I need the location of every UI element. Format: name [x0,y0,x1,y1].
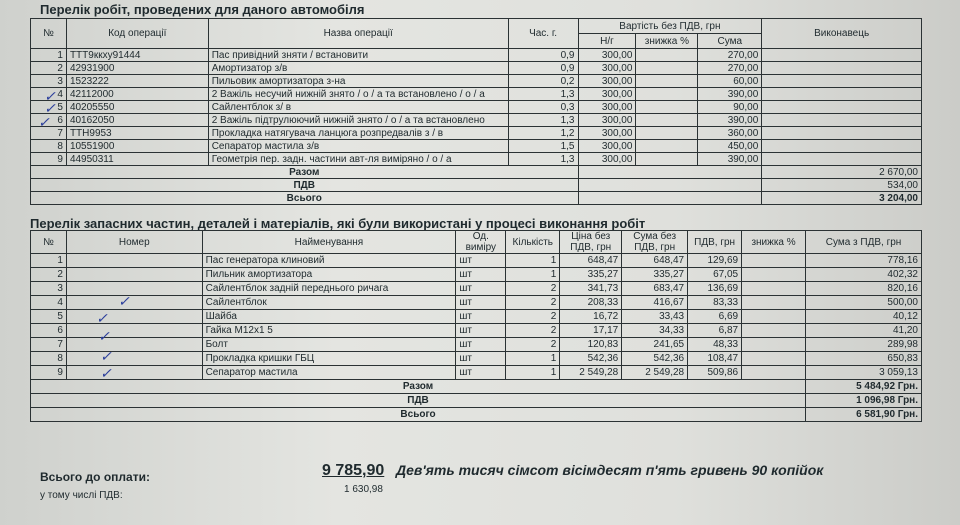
table-row [31,338,922,352]
grand-total-words: Дев'ять тисяч сімсот вісімдесят п'ять гривень 90 копійок [396,462,824,478]
parts-cell-number [66,352,202,366]
parts-cell-name: Сепаратор мастила [202,366,456,380]
parts-cell-total: 3 059,13 [806,366,922,380]
works-cell-sum: 390,00 [698,114,762,127]
table-row [31,88,922,101]
works-cell-discount [636,114,698,127]
parts-cell-qty: 2 [506,324,560,338]
parts-cell-num: 6 [31,324,67,338]
works-cell-executor [762,153,922,166]
works-cell-num: 7 [31,127,67,140]
works-subtotal-label: Разом [31,166,579,179]
works-cell-rate: 300,00 [578,114,636,127]
works-cell-executor [762,101,922,114]
works-header-sum: Сума [698,34,762,49]
works-cell-sum: 450,00 [698,140,762,153]
parts-cell-price: 542,36 [560,352,622,366]
works-cell-hours: 1,2 [508,127,578,140]
parts-cell-number [66,268,202,282]
works-cell-hours: 0,3 [508,101,578,114]
works-cell-code: 1523222 [66,75,208,88]
works-cell-executor [762,114,922,127]
parts-cell-num: 2 [31,268,67,282]
works-cell-num: 2 [31,62,67,75]
parts-cell-qty: 2 [506,282,560,296]
parts-cell-price: 335,27 [560,268,622,282]
parts-cell-sum: 33,43 [622,310,688,324]
works-cell-num: 8 [31,140,67,153]
parts-cell-total: 402,32 [806,268,922,282]
works-cell-discount [636,127,698,140]
parts-cell-number [66,310,202,324]
works-cell-name: Прокладка натягувача ланцюга розпредвалів з / в [208,127,508,140]
parts-header-discount: знижка % [742,231,806,254]
works-cell-code: 42931900 [66,62,208,75]
parts-cell-discount [742,254,806,268]
parts-subtotal-label: Разом [31,380,806,394]
parts-cell-name: Сайлентблок задній переднього ричага [202,282,456,296]
parts-cell-total: 40,12 [806,310,922,324]
works-cell-executor [762,62,922,75]
works-total: 3 204,00 [762,192,922,205]
works-cell-sum: 90,00 [698,101,762,114]
works-cell-name: Сепаратор мастила з/в [208,140,508,153]
works-cell-sum: 390,00 [698,153,762,166]
parts-cell-discount [742,366,806,380]
works-cell-name: Геометрія пер. задн. частини авт-ля виміряно / о / а [208,153,508,166]
works-title: Перелік робіт, проведених для даного автомобіля [40,2,365,17]
parts-cell-qty: 1 [506,366,560,380]
grand-vat-label: у тому числі ПДВ: [40,490,123,501]
works-header-discount: знижка % [636,34,698,49]
table-row [31,310,922,324]
parts-header-name: Найменування [202,231,456,254]
parts-vat-label: ПДВ [31,394,806,408]
parts-cell-unit: шт [456,338,506,352]
parts-cell-discount [742,296,806,310]
works-cell-rate: 300,00 [578,49,636,62]
parts-cell-name: Сайлентблок [202,296,456,310]
works-cell-discount [636,62,698,75]
works-header-cost-group: Вартість без ПДВ, грн [578,19,762,34]
parts-cell-num: 3 [31,282,67,296]
parts-cell-qty: 1 [506,352,560,366]
parts-cell-unit: шт [456,268,506,282]
parts-cell-qty: 2 [506,338,560,352]
grand-vat-value: 1 630,98 [344,484,383,495]
works-cell-sum: 270,00 [698,49,762,62]
parts-cell-total: 820,16 [806,282,922,296]
works-cell-rate: 300,00 [578,75,636,88]
works-cell-rate: 300,00 [578,153,636,166]
works-cell-sum: 360,00 [698,127,762,140]
works-cell-hours: 1,5 [508,140,578,153]
parts-total: 6 581,90 Грн. [806,408,922,422]
works-cell-discount [636,88,698,101]
parts-cell-qty: 1 [506,268,560,282]
works-cell-hours: 0,9 [508,49,578,62]
table-row [31,62,922,75]
works-cell-executor [762,140,922,153]
works-cell-hours: 0,9 [508,62,578,75]
parts-header-number: Номер [66,231,202,254]
parts-cell-qty: 2 [506,310,560,324]
works-cell-hours: 1,3 [508,88,578,101]
parts-header-total: Сума з ПДВ, грн [806,231,922,254]
works-cell-sum: 60,00 [698,75,762,88]
works-cell-hours: 1,3 [508,114,578,127]
parts-cell-sum: 34,33 [622,324,688,338]
handwritten-check-mark: ✓ [98,328,110,344]
parts-cell-sum: 241,65 [622,338,688,352]
parts-cell-qty: 2 [506,296,560,310]
works-cell-executor [762,75,922,88]
works-table [30,18,922,205]
works-header-code: Код операції [66,19,208,49]
works-cell-rate: 300,00 [578,127,636,140]
works-cell-discount [636,140,698,153]
parts-title: Перелік запасних частин, деталей і матеріалів, які були використані у процесі виконання робіт [30,216,646,231]
works-cell-sum: 390,00 [698,88,762,101]
parts-cell-vat: 48,33 [688,338,742,352]
parts-cell-price: 16,72 [560,310,622,324]
parts-cell-total: 778,16 [806,254,922,268]
parts-cell-price: 2 549,28 [560,366,622,380]
table-row [31,153,922,166]
parts-cell-discount [742,324,806,338]
parts-cell-unit: шт [456,352,506,366]
parts-cell-discount [742,352,806,366]
parts-cell-num: 7 [31,338,67,352]
parts-cell-number [66,338,202,352]
works-cell-code: 40162050 [66,114,208,127]
parts-cell-sum: 683,47 [622,282,688,296]
parts-header-price: Ціна без ПДВ, грн [560,231,622,254]
parts-header-num: № [31,231,67,254]
parts-header-qty: Кількість [506,231,560,254]
works-total-label: Всього [31,192,579,205]
works-cell-discount [636,153,698,166]
parts-cell-num: 4 [31,296,67,310]
parts-cell-total: 289,98 [806,338,922,352]
table-row [31,140,922,153]
table-row [31,282,922,296]
works-cell-hours: 0,2 [508,75,578,88]
table-row [31,324,922,338]
table-row [31,49,922,62]
parts-cell-total: 650,83 [806,352,922,366]
works-cell-name: 2 Важіль несучий нижній знято / о / а та встановлено / о / а [208,88,508,101]
parts-cell-vat: 129,69 [688,254,742,268]
works-cell-name: Амортизатор з/в [208,62,508,75]
parts-cell-name: Шайба [202,310,456,324]
works-cell-rate: 300,00 [578,62,636,75]
parts-cell-sum: 648,47 [622,254,688,268]
works-cell-num: 3 [31,75,67,88]
works-vat-label: ПДВ [31,179,579,192]
parts-cell-sum: 335,27 [622,268,688,282]
works-cell-rate: 300,00 [578,140,636,153]
parts-cell-qty: 1 [506,254,560,268]
works-cell-code: 44950311 [66,153,208,166]
works-cell-code: 10551900 [66,140,208,153]
parts-header-sum: Сума без ПДВ, грн [622,231,688,254]
parts-cell-unit: шт [456,296,506,310]
parts-cell-number [66,296,202,310]
parts-cell-discount [742,338,806,352]
parts-cell-number [66,254,202,268]
handwritten-check-mark: ✓ [96,310,108,326]
parts-cell-name: Прокладка кришки ГБЦ [202,352,456,366]
works-cell-sum: 270,00 [698,62,762,75]
works-header-name: Назва операції [208,19,508,49]
parts-header-unit: Од. виміру [456,231,506,254]
handwritten-check-mark: ✓ [44,100,56,116]
table-row [31,127,922,140]
parts-vat: 1 096,98 Грн. [806,394,922,408]
parts-cell-discount [742,268,806,282]
parts-cell-name: Пильник амортизатора [202,268,456,282]
works-cell-rate: 300,00 [578,88,636,101]
parts-header-vat: ПДВ, грн [688,231,742,254]
works-header-executor: Виконавець [762,19,922,49]
parts-cell-vat: 136,69 [688,282,742,296]
parts-cell-sum: 542,36 [622,352,688,366]
parts-cell-num: 5 [31,310,67,324]
works-cell-hours: 1,3 [508,153,578,166]
works-subtotal: 2 670,00 [762,166,922,179]
parts-cell-unit: шт [456,310,506,324]
parts-cell-number [66,282,202,296]
table-row [31,268,922,282]
parts-cell-discount [742,282,806,296]
parts-cell-total: 500,00 [806,296,922,310]
parts-cell-vat: 509,86 [688,366,742,380]
works-cell-code: 42112000 [66,88,208,101]
grand-total-value: 9 785,90 [322,462,385,479]
works-vat: 534,00 [762,179,922,192]
works-cell-name: Пильовик амортизатора з-на [208,75,508,88]
parts-cell-unit: шт [456,282,506,296]
parts-cell-price: 648,47 [560,254,622,268]
parts-cell-price: 120,83 [560,338,622,352]
parts-cell-num: 8 [31,352,67,366]
parts-cell-vat: 6,87 [688,324,742,338]
table-row [31,366,922,380]
parts-cell-unit: шт [456,324,506,338]
works-cell-name: Сайлентблок з/ в [208,101,508,114]
works-cell-rate: 300,00 [578,101,636,114]
parts-cell-num: 9 [31,366,67,380]
handwritten-check-mark: ✓ [118,293,130,309]
parts-cell-number [66,366,202,380]
parts-subtotal: 5 484,92 Грн. [806,380,922,394]
works-cell-name: 2 Важіль підтрулюючий нижній знято / о / а та встановлено [208,114,508,127]
works-cell-num: 4 [31,88,67,101]
parts-cell-number [66,324,202,338]
works-cell-executor [762,88,922,101]
grand-total-label: Всього до оплати: [40,470,150,484]
handwritten-check-mark: ✓ [44,88,56,104]
table-row [31,352,922,366]
parts-cell-vat: 83,33 [688,296,742,310]
parts-cell-sum: 2 549,28 [622,366,688,380]
parts-total-label: Всього [31,408,806,422]
works-cell-num: 1 [31,49,67,62]
parts-cell-unit: шт [456,254,506,268]
parts-cell-vat: 108,47 [688,352,742,366]
parts-cell-total: 41,20 [806,324,922,338]
handwritten-check-mark: ✓ [38,114,50,130]
works-cell-code: ТТТ9ккху91444 [66,49,208,62]
handwritten-check-mark: ✓ [100,365,112,381]
table-row [31,254,922,268]
works-cell-discount [636,101,698,114]
handwritten-check-mark: ✓ [100,348,112,364]
parts-cell-name: Пас генератора клиновий [202,254,456,268]
parts-table [30,230,922,422]
parts-cell-sum: 416,67 [622,296,688,310]
works-header-hours: Час. г. [508,19,578,49]
works-cell-code: ТТН9953 [66,127,208,140]
works-header-rate: Н/г [578,34,636,49]
works-header-num: № [31,19,67,49]
parts-cell-discount [742,310,806,324]
parts-cell-vat: 6,69 [688,310,742,324]
works-cell-discount [636,75,698,88]
works-cell-num: 5 [31,101,67,114]
works-cell-num: 6 [31,114,67,127]
works-cell-num: 9 [31,153,67,166]
parts-cell-name: Гайка М12х1 5 [202,324,456,338]
table-row [31,101,922,114]
parts-cell-vat: 67,05 [688,268,742,282]
parts-cell-price: 17,17 [560,324,622,338]
parts-cell-price: 341,73 [560,282,622,296]
table-row [31,296,922,310]
works-cell-executor [762,127,922,140]
works-cell-code: 40205550 [66,101,208,114]
parts-cell-num: 1 [31,254,67,268]
parts-cell-name: Болт [202,338,456,352]
works-cell-executor [762,49,922,62]
table-row [31,114,922,127]
parts-cell-unit: шт [456,366,506,380]
works-cell-discount [636,49,698,62]
works-cell-name: Пас привідний зняти / встановити [208,49,508,62]
parts-cell-price: 208,33 [560,296,622,310]
table-row [31,75,922,88]
